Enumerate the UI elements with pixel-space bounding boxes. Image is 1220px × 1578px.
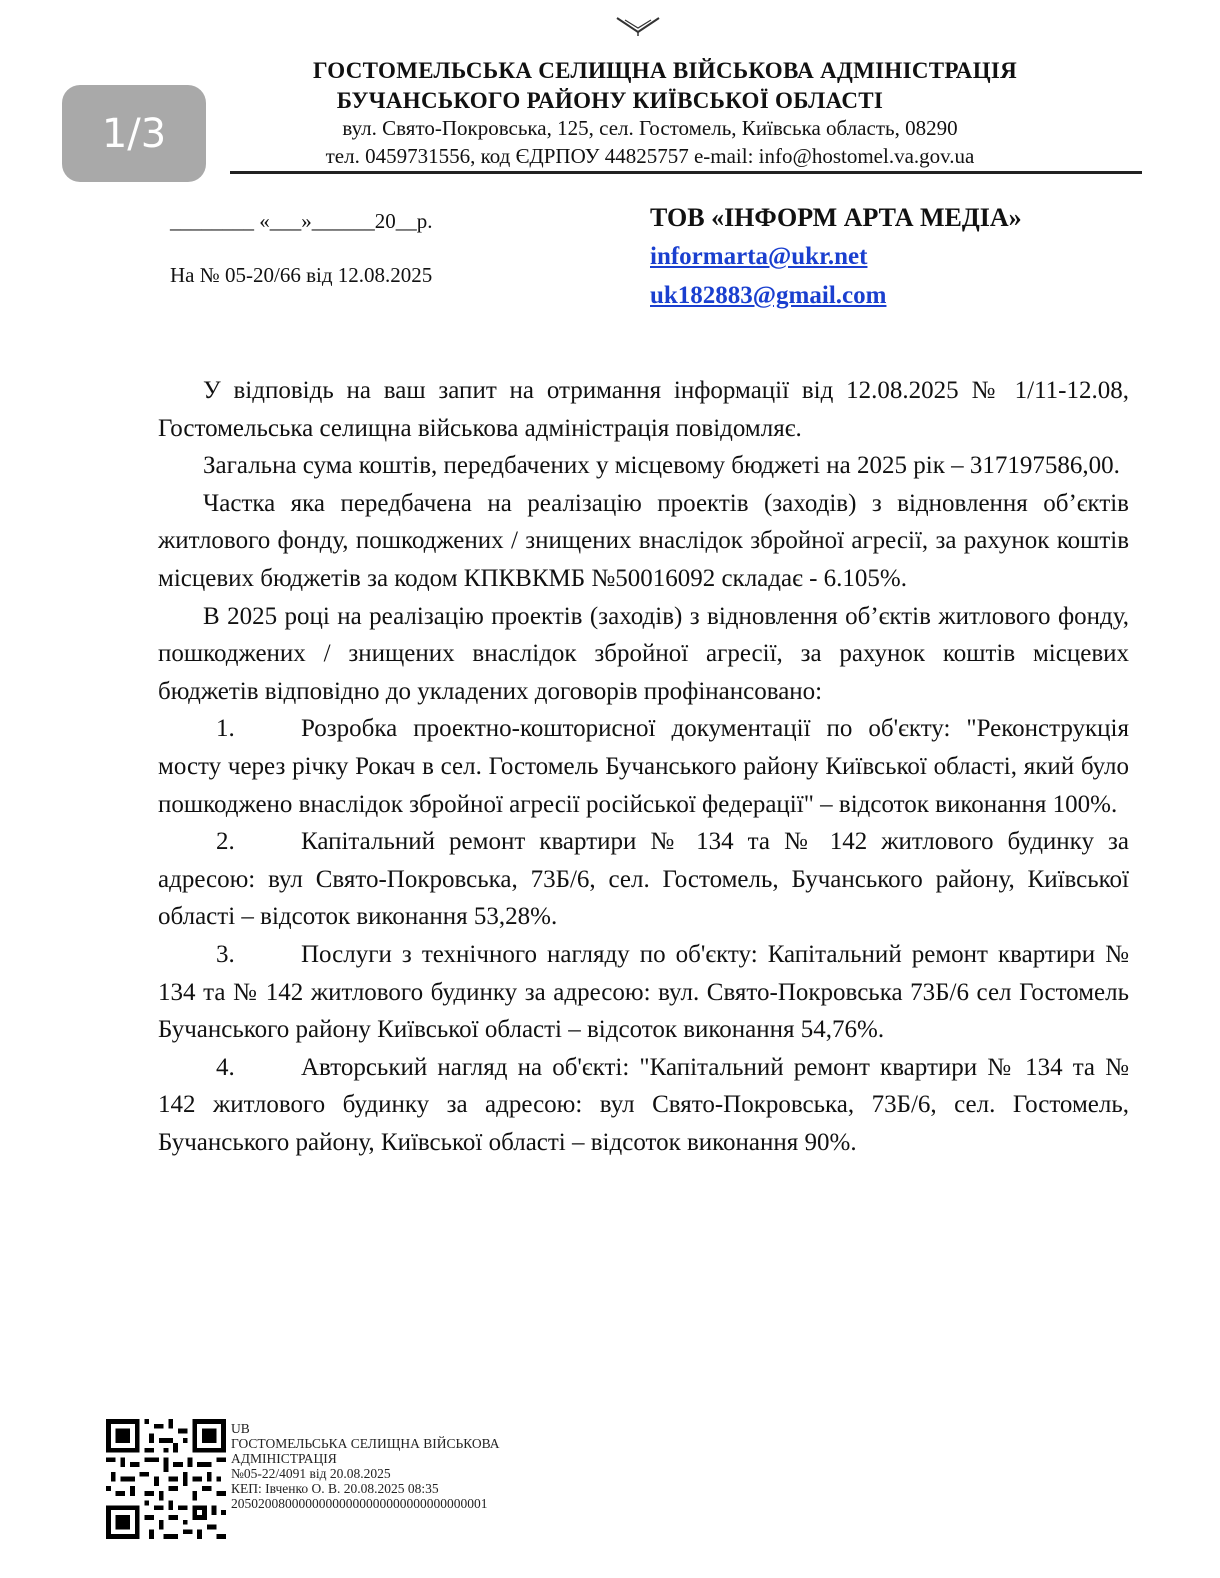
paragraph-budget: Загальна сума коштів, передбачених у місцевому бюджеті на 2025 рік – 317197586,00. — [203, 452, 1120, 480]
trident-emblem-icon — [613, 12, 663, 38]
stamp-line: №05-22/4091 від 20.08.2025 — [231, 1465, 391, 1481]
stamp-line: 20502008000000000000000000000000000001 — [231, 1495, 488, 1511]
letter-body — [158, 372, 1129, 1161]
page-indicator-badge: 1/3 — [62, 85, 206, 182]
recipient-name: ТОВ «ІНФОРМ АРТА МЕДІА» — [650, 203, 1022, 232]
list-item: 3. Послуги з технічного нагляду по об'єкту: Капітальний ремонт квартири № 134 та № 142 житлового будинку за адресою: вул. Свято-Покровська 73Б/6 сел Гостомель Бучанського району Київської області – відсоток виконання 54,76%. — [158, 940, 1129, 1044]
header-contacts: тел. 0459731556, код ЄДРПОУ 44825757 e-mail: info@hostomel.va.gov.ua — [325, 144, 975, 168]
stamp-line: ГОСТОМЕЛЬСЬКА СЕЛИЩНА ВІЙСЬКОВА — [231, 1435, 500, 1451]
reference-line: На № 05-20/66 від 12.08.2025 — [170, 263, 433, 287]
header-divider — [230, 171, 1142, 174]
list-item: 4. Авторський нагляд на об'єкті: "Капітальний ремонт квартири № 134 та № 142 житлового будинку за адресою: вул Свято-Покровська, 73Б/6, сел. Гостомель, Бучанського району, Київської області – відсоток виконання 90%. — [158, 1053, 1129, 1156]
registration-line: ________ «___»______20__р. — [170, 209, 433, 233]
qr-code-icon — [106, 1419, 226, 1539]
paragraph-request: У відповідь на ваш запит на отримання інформації від 12.08.2025 № 1/11-12.08, Гостомельська селищна військова адміністрація повідомляє. — [158, 377, 1129, 442]
paragraph-share: Частка яка передбачена на реалізацію проектів (заходів) з відновлення об’єктів житлового фонду, пошкоджених / знищених внаслідок збройної агресії, за рахунок коштів місцевих бюджетів за кодом КПКВКМБ №50016092 складає - 6.105%. — [158, 489, 1129, 592]
recipient-email-link[interactable]: uk182883@gmail.com — [650, 282, 887, 309]
stamp-line: UB — [231, 1421, 250, 1436]
e-signature-stamp — [231, 1422, 500, 1511]
stamp-line: АДМІНІСТРАЦІЯ — [231, 1450, 337, 1466]
stamp-line: КЕП: Івченко О. В. 20.08.2025 08:35 — [231, 1480, 439, 1496]
recipient-email-link[interactable]: informarta@ukr.net — [650, 243, 868, 270]
header-title-line1: ГОСТОМЕЛЬСЬКА СЕЛИЩНА ВІЙСЬКОВА АДМІНІСТРАЦІЯ — [312, 58, 1018, 83]
list-item: 2. Капітальний ремонт квартири № 134 та № 142 житлового будинку за адресою: вул Свято-Покровська, 73Б/6, сел. Гостомель, Бучанського району, Київської області – відсоток виконання 53,28%. — [158, 828, 1129, 931]
header-address: вул. Свято-Покровська, 125, сел. Гостомель, Київська область, 08290 — [342, 116, 958, 140]
paragraph-financed: В 2025 році на реалізацію проектів (заходів) з відновлення об’єктів житлового фонду, пошкоджених / знищених внаслідок збройної агресії, за рахунок коштів місцевих бюджетів відповідно до укладених договорів профінансовано: — [158, 602, 1129, 705]
header-title-line2: БУЧАНСЬКОГО РАЙОНУ КИЇВСЬКОЇ ОБЛАСТІ — [336, 88, 884, 113]
list-item: 1. Розробка проектно-кошторисної документації по об'єкту: "Реконструкція мосту через річку Рокач в сел. Гостомель Бучанського району Київської області, який було пошкоджено внаслідок збройної агресії російської федерації" – відсоток виконання 100%. — [158, 715, 1129, 818]
